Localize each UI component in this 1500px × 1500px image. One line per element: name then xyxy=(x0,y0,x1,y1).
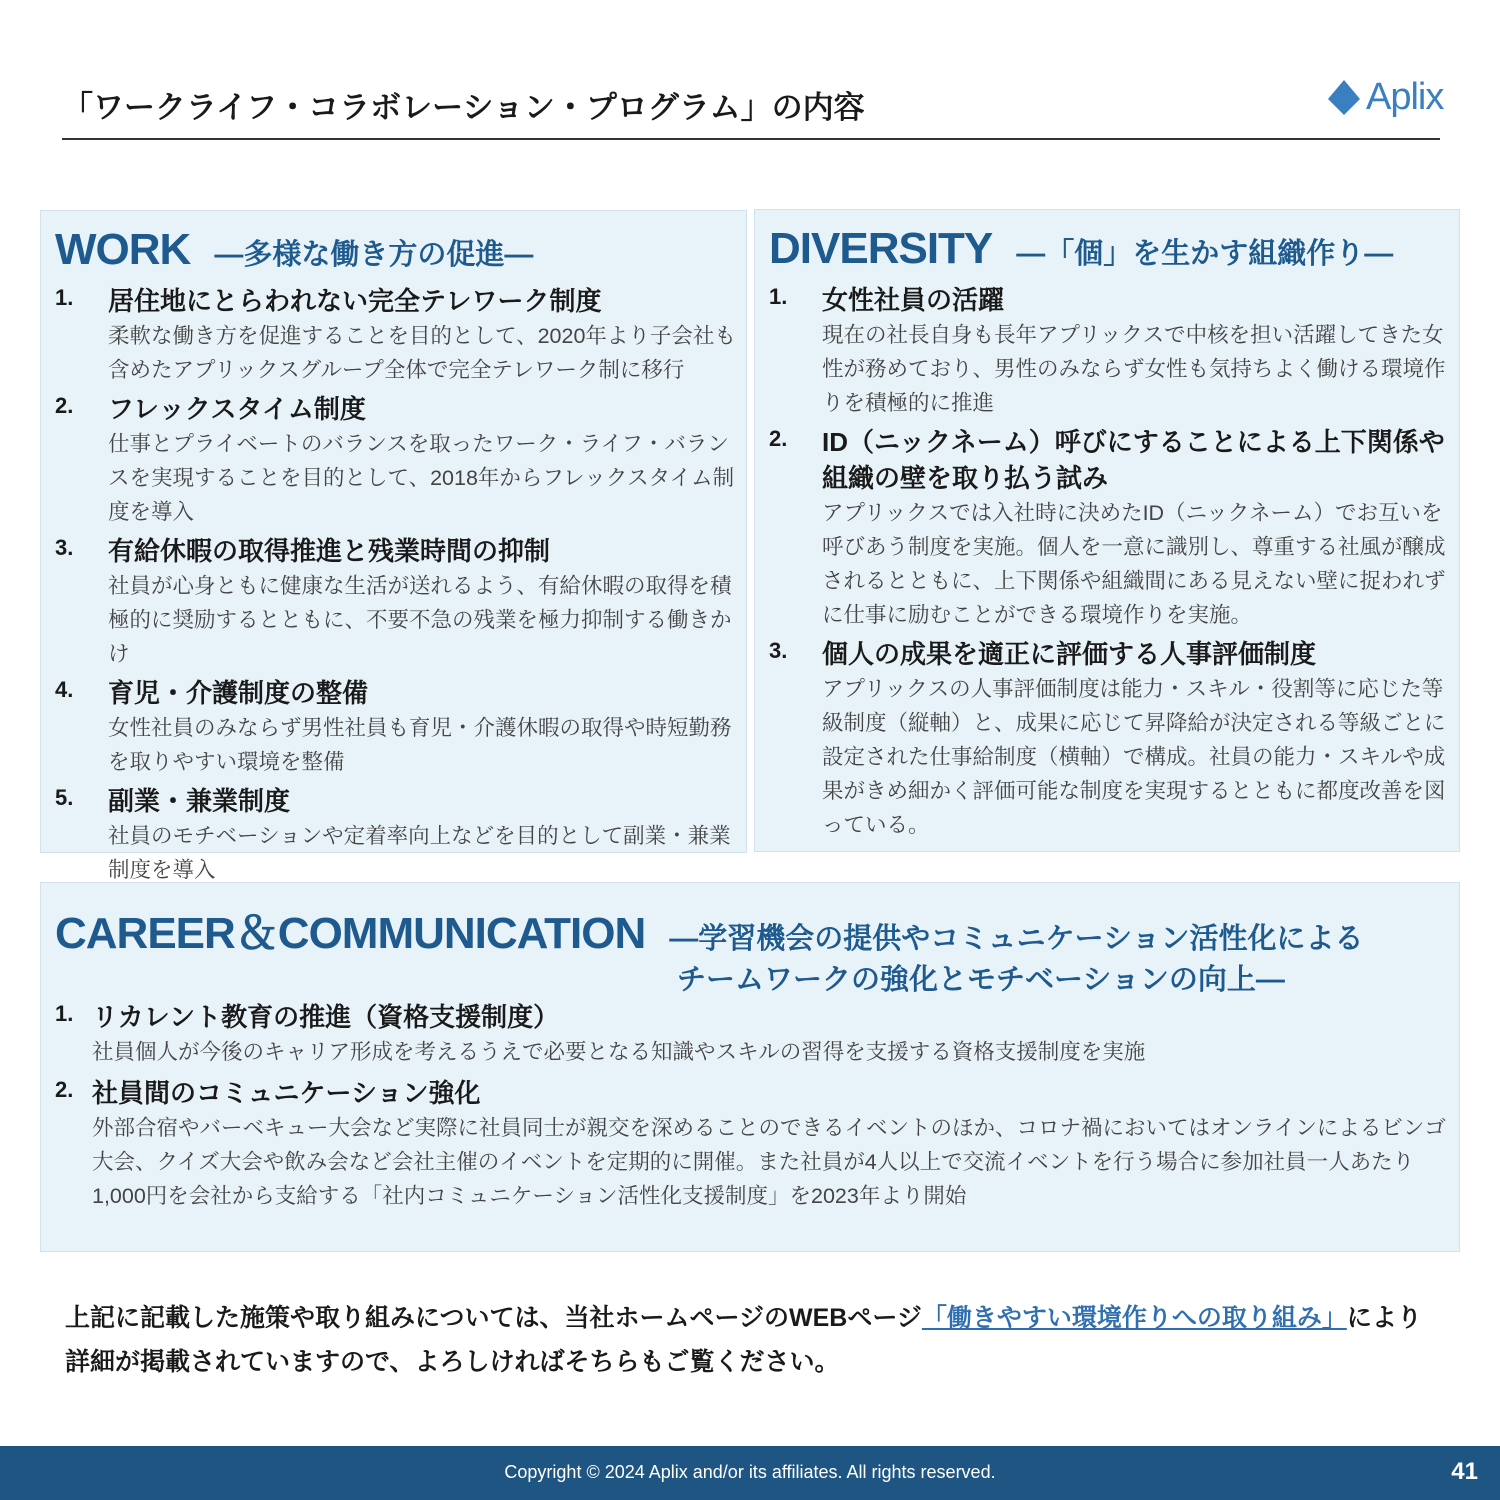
item-title: 個人の成果を適正に評価する人事評価制度 xyxy=(822,639,1317,669)
work-heading xyxy=(55,225,533,275)
item-title: 副業・兼業制度 xyxy=(108,786,291,816)
list-item xyxy=(55,283,736,387)
item-number: 1. xyxy=(55,1001,74,1026)
item-body: アプリックスの人事評価制度は能力・スキル・役割等に応じた等級制度（縦軸）と、成果に応じて昇降給が決定される等級ごとに設定された仕事給制度（横軸）で構成。社員の能力・スキルや成果がきめ細かく評価可能な制度を実現するとともに都度改善を図っている。 xyxy=(822,677,1446,837)
title-divider xyxy=(62,138,1440,140)
career-heading xyxy=(55,897,1364,961)
item-number: 1. xyxy=(769,284,788,309)
item-number: 2. xyxy=(55,1077,74,1102)
list-item xyxy=(55,999,1449,1069)
diversity-panel xyxy=(754,209,1460,852)
work-panel xyxy=(40,210,747,882)
logo-text: Aplix xyxy=(1366,75,1444,118)
diversity-heading-jp: ―「個」を生かす組織作り― xyxy=(1016,238,1394,270)
item-title: 居住地にとらわれない完全テレワーク制度 xyxy=(108,286,602,316)
career-heading-jp-line2: チームワークの強化とモチベーションの向上― xyxy=(677,964,1285,996)
list-item xyxy=(55,1075,1449,1213)
aplix-logo xyxy=(1324,72,1444,122)
item-body: アプリックスでは入社時に決めたID（ニックネーム）でお互いを呼びあう制度を実施。個人を一意に識別し、尊重する社風が醸成されるとともに、上下関係や組織間にある見えない壁に捉われずに仕事に励むことができる環境作りを実施。 xyxy=(822,501,1446,627)
item-number: 2. xyxy=(769,426,788,451)
page-number: 41 xyxy=(1451,1458,1478,1485)
list-item xyxy=(55,533,736,671)
list-item xyxy=(769,424,1449,632)
item-body: 社員のモチベーションや定着率向上などを目的として副業・兼業制度を導入 xyxy=(108,824,731,882)
career-heading-jp-line1: ―学習機会の提供やコミュニケーション活性化による xyxy=(669,923,1364,955)
item-title: フレックスタイム制度 xyxy=(108,394,366,424)
list-item xyxy=(55,391,736,529)
work-heading-en: WORK xyxy=(55,225,191,274)
page-title: 「ワークライフ・コラボレーション・プログラム」の内容 xyxy=(62,90,865,125)
diversity-heading xyxy=(769,224,1393,274)
item-number: 3. xyxy=(55,535,74,560)
work-environment-link[interactable]: 「働きやすい環境作りへの取り組み」 xyxy=(921,1304,1347,1332)
item-body: 女性社員のみならず男性社員も育児・介護休暇の取得や時短勤務を取りやすい環境を整備 xyxy=(108,716,732,774)
item-number: 2. xyxy=(55,393,74,418)
diamond-logo-icon xyxy=(1324,77,1364,117)
item-body: 仕事とプライベートのバランスを取ったワーク・ライフ・バランスを実現することを目的として、2018年からフレックスタイム制度を導入 xyxy=(108,432,735,524)
work-item-list xyxy=(55,283,736,891)
item-body: 社員が心身ともに健康な生活が送れるよう、有給休暇の取得を積極的に奨励するとともに、不要不急の残業を極力抑制する働きかけ xyxy=(108,574,732,666)
item-title: リカレント教育の推進（資格支援制度） xyxy=(92,1002,560,1032)
item-number: 5. xyxy=(55,785,74,810)
item-number: 4. xyxy=(55,677,74,702)
career-communication-panel xyxy=(40,882,1460,1252)
copyright-text: Copyright © 2024 Aplix and/or its affiliates. All rights reserved. xyxy=(504,1462,996,1482)
item-title: 育児・介護制度の整備 xyxy=(108,678,369,708)
list-item xyxy=(769,636,1449,842)
career-heading-en: CAREER＆COMMUNICATION xyxy=(55,909,646,958)
item-title: 女性社員の活躍 xyxy=(822,285,1005,315)
item-title: ID（ニックネーム）呼びにすることによる上下関係や組織の壁を取り払う試み xyxy=(822,427,1445,493)
list-item xyxy=(55,783,736,887)
list-item xyxy=(55,675,736,779)
diversity-item-list xyxy=(769,282,1449,846)
note-text-after: により詳細が掲載されていますので、よろしければそちらもご覧ください。 xyxy=(65,1304,1422,1376)
work-heading-jp: ―多様な働き方の促進― xyxy=(214,239,534,271)
item-body: 柔軟な働き方を促進することを目的として、2020年より子会社も含めたアプリックスグループ全体で完全テレワーク制に移行 xyxy=(108,324,736,382)
item-body: 社員個人が今後のキャリア形成を考えるうえで必要となる知識やスキルの習得を支援する資格支援制度を実施 xyxy=(92,1040,1146,1064)
footer-note xyxy=(65,1296,1445,1384)
career-item-list xyxy=(55,999,1449,1219)
item-number: 1. xyxy=(55,285,74,310)
note-text-before: 上記に記載した施策や取り組みについては、当社ホームページのWEBページ xyxy=(65,1304,922,1332)
item-title: 有給休暇の取得推進と残業時間の抑制 xyxy=(108,536,551,566)
item-body: 現在の社長自身も長年アプリックスで中核を担い活躍してきた女性が務めており、男性のみならず女性も気持ちよく働ける環境作りを積極的に推進 xyxy=(822,323,1446,415)
footer-bar xyxy=(0,1446,1500,1500)
item-number: 3. xyxy=(769,638,788,663)
item-title: 社員間のコミュニケーション強化 xyxy=(92,1078,481,1108)
diversity-heading-en: DIVERSITY xyxy=(769,224,993,273)
item-body: 外部合宿やバーベキュー大会など実際に社員同士が親交を深めることのできるイベントのほか、コロナ禍においてはオンラインによるビンゴ大会、クイズ大会や飲み会など会社主催のイベントを定期的に開催。また社員が4人以上で交流イベントを行う場合に参加社員一人あたり1,000円を会社から支給する「社内コミュニケーション活性化支援制度」を2023年より開始 xyxy=(92,1116,1446,1208)
list-item xyxy=(769,282,1449,420)
